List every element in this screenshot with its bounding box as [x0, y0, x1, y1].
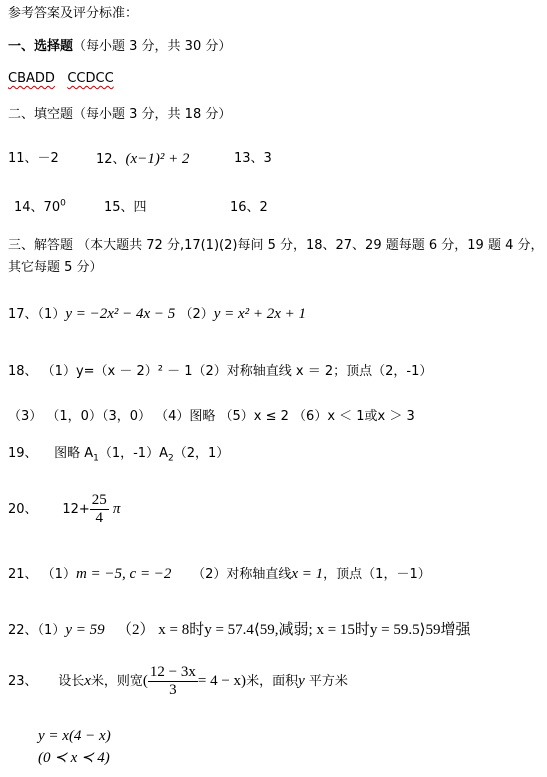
answer-13: 13、3	[234, 151, 272, 166]
answer-22	[8, 622, 470, 639]
answer-19-sub2: 2	[167, 453, 174, 464]
degree-sup: 0	[60, 198, 66, 209]
answer-12-label: 12、	[96, 152, 126, 167]
answer-21-part2c: ，顶点（1，－1）	[323, 567, 431, 582]
section-3-heading-line-1: 三、解答题 （本大题共 72 分,17(1)(2)每问 5 分，18、27、29 题每题 6 分，19 题 4 分，	[8, 238, 544, 253]
multiple-choice-answers	[8, 71, 114, 87]
answer-21	[8, 566, 431, 583]
answer-21-label: 21、 （1）	[8, 567, 76, 582]
fill-in-row-2	[14, 198, 268, 216]
answer-11: 11、－2	[8, 151, 59, 166]
answer-19-label: 19、	[8, 446, 38, 461]
answers-group-b: CCDCC	[67, 71, 114, 86]
answer-23-domain	[38, 750, 110, 767]
answer-19-text: 图略 A	[54, 446, 94, 461]
fraction-numerator: 25	[91, 492, 107, 508]
answer-16: 16、2	[230, 200, 268, 215]
fill-in-row-1	[8, 151, 272, 167]
answer-22-label: 22、（1）	[8, 623, 66, 638]
answer-23: 23、 设长x米，则宽( $\frac{12 - 3x}{3}$ = 4 − x)米，面积y 平方米	[8, 664, 348, 698]
answer-20-prefix: 12+	[62, 502, 90, 517]
variable-y: y	[298, 673, 305, 689]
answer-21-part2: （2）对称轴直线	[192, 567, 292, 582]
answer-19	[8, 446, 229, 462]
answer-21-part1: m = −5, c = −2	[75, 566, 172, 582]
section-2-heading: 二、填空题（每小题 3 分，共 18 分）	[8, 107, 232, 122]
answer-22-part2: （2） x = 8时y = 57.4⟨59,减弱; x = 15时y = 59.5⟩59增强	[117, 622, 471, 638]
answer-15: 15、四	[104, 200, 147, 215]
answers-group-a: CBADD	[8, 71, 55, 86]
answer-20	[8, 492, 120, 527]
answer-12	[96, 151, 189, 168]
answer-23-text4: 平方米	[308, 674, 348, 689]
answer-22-part1: y = 59	[65, 622, 105, 638]
answer-23-formula	[38, 728, 111, 745]
answers-heading: 参考答案及评分标准：	[8, 6, 139, 21]
answer-17	[8, 306, 306, 323]
answer-17-label2: （2）	[179, 307, 214, 322]
answer-21-part2b: x = 1	[291, 566, 324, 582]
answer-17-part2: y = x² + 2x + 1	[213, 306, 307, 322]
area-formula: y = x(4 − x)	[38, 728, 111, 744]
section-1-heading	[8, 39, 231, 55]
answer-23-text3: 米，面积	[246, 674, 299, 689]
answer-17-part1: y = −2x² − 4x − 5	[65, 306, 176, 322]
answer-18-line-1: 18、 （1）y=（x － 2）² － 1（2）对称轴直线 x ＝ 2；顶点（2，-1）	[8, 364, 433, 379]
answer-19-mid: （1，-1）A	[98, 446, 168, 461]
section-1-title: 一、选择题	[8, 39, 74, 54]
answer-14	[14, 200, 66, 215]
answer-23-text2: 米，则宽	[90, 674, 143, 689]
variable-x: x	[84, 673, 91, 689]
fraction-denominator: 4	[95, 510, 104, 526]
answer-19-sub1: 1	[93, 453, 99, 464]
fraction-numerator: 12 − 3x	[149, 664, 196, 680]
answer-20-fraction	[90, 492, 109, 527]
answer-17-label: 17、（1）	[8, 307, 66, 322]
pi-symbol: π	[112, 501, 121, 517]
section-1-note: （每小题 3 分，共 30 分）	[73, 39, 232, 54]
answer-12-math: (x−1)² + 2	[125, 151, 190, 167]
answer-23-label: 23、	[8, 674, 38, 689]
answer-18-line-2: （3） （1，0）（3，0） （4）图略 （5）x ≤ 2 （6）x ＜ 1或x ＞ 3	[8, 409, 415, 424]
answer-20-label: 20、	[8, 502, 38, 517]
answer-23-fraction	[148, 664, 198, 699]
answer-23-text1: 设长	[58, 674, 85, 689]
answer-19-end: （2，1）	[173, 446, 230, 461]
section-3-heading-line-2: 其它每题 5 分）	[8, 260, 103, 275]
domain-constraint: (0 ≺ x ≺ 4)	[38, 750, 110, 766]
fraction-denominator: 3	[169, 682, 177, 698]
answer-14-label: 14、70	[14, 200, 61, 215]
answer-23-rest: = 4 − x)	[197, 673, 247, 689]
